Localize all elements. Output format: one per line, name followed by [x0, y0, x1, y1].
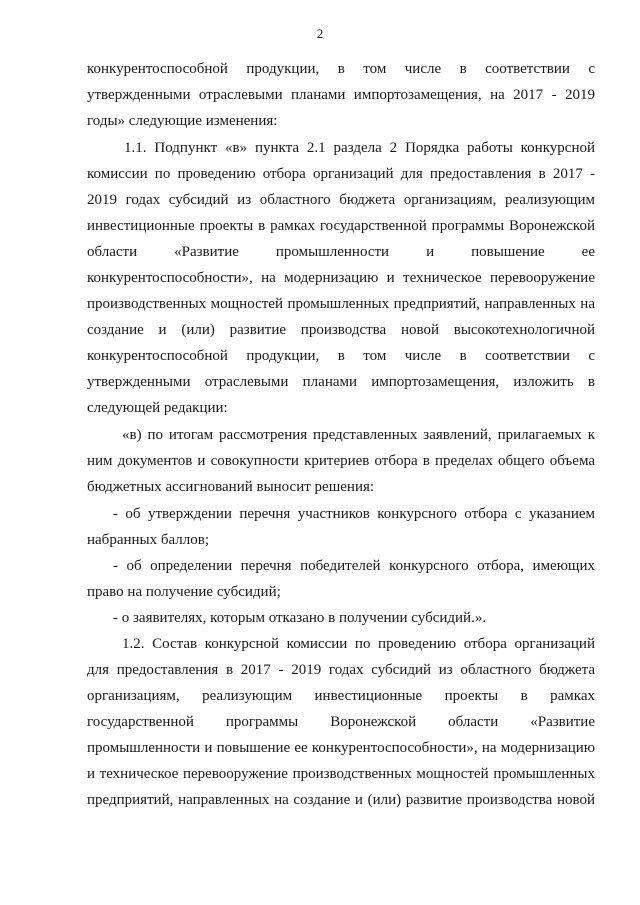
text-line: государственной программы Воронежской области «Развитие [87, 714, 595, 730]
page-number: 2 [316, 26, 324, 41]
list-item: - об определении перечня победителей конкурсного отбора, имеющих [113, 558, 595, 574]
text-line: организациям, реализующим инвестиционные проекты в рамках [87, 688, 595, 704]
text-line: ним документов и совокупности критериев отбора в пределах общего объема [87, 453, 595, 469]
text-line: создание и (или) развитие производства новой высокотехнологичной [87, 322, 595, 338]
text-line: утвержденными отраслевыми планами импортозамещения, изложить в [87, 374, 595, 390]
text-line: набранных баллов; [87, 532, 209, 548]
paragraph-start: 1.2. Состав конкурсной комиссии по проведению отбора организаций [122, 636, 595, 652]
text-line: годы» следующие изменения: [87, 113, 278, 129]
list-item: - о заявителях, которым отказано в получении субсидий.». [113, 610, 487, 626]
text-line: бюджетных ассигнований выносит решения: [87, 479, 375, 495]
list-item: - об утверждении перечня участников конкурсного отбора с указанием [113, 506, 595, 522]
text-line: конкурентоспособности», на модернизацию и техническое перевооружение [87, 270, 595, 286]
text-line: инвестиционные проекты в рамках государственной программы Воронежской [87, 218, 595, 234]
text-line: следующей редакции: [87, 400, 228, 416]
text-line: право на получение субсидий; [87, 584, 281, 600]
text-line: области «Развитие промышленности и повышение ее [87, 244, 595, 260]
paragraph-start: «в) по итогам рассмотрения представленных заявлений, прилагаемых к [122, 427, 595, 443]
text-line: комиссии по проведению отбора организаций для предоставления в 2017 - [87, 166, 595, 182]
text-line: утвержденными отраслевыми планами импортозамещения, на 2017 - 2019 [87, 87, 595, 103]
text-line: предприятий, направленных на создание и (или) развитие производства новой [87, 792, 595, 808]
text-line: конкурентоспособной продукции, в том числе в соответствии с [87, 61, 595, 77]
text-line: промышленности и повышение ее конкурентоспособности», на модернизацию [87, 740, 595, 756]
text-line: производственных мощностей промышленных предприятий, направленных на [87, 296, 595, 312]
text-line: конкурентоспособной продукции, в том числе в соответствии с [87, 348, 595, 364]
text-line: и техническое перевооружение производственных мощностей промышленных [87, 766, 595, 782]
text-line: для предоставления в 2017 - 2019 годах субсидий из областного бюджета [87, 662, 595, 678]
paragraph-start: 1.1. Подпункт «в» пункта 2.1 раздела 2 Порядка работы конкурсной [124, 140, 595, 156]
text-line: 2019 годах субсидий из областного бюджета организациям, реализующим [87, 192, 595, 208]
